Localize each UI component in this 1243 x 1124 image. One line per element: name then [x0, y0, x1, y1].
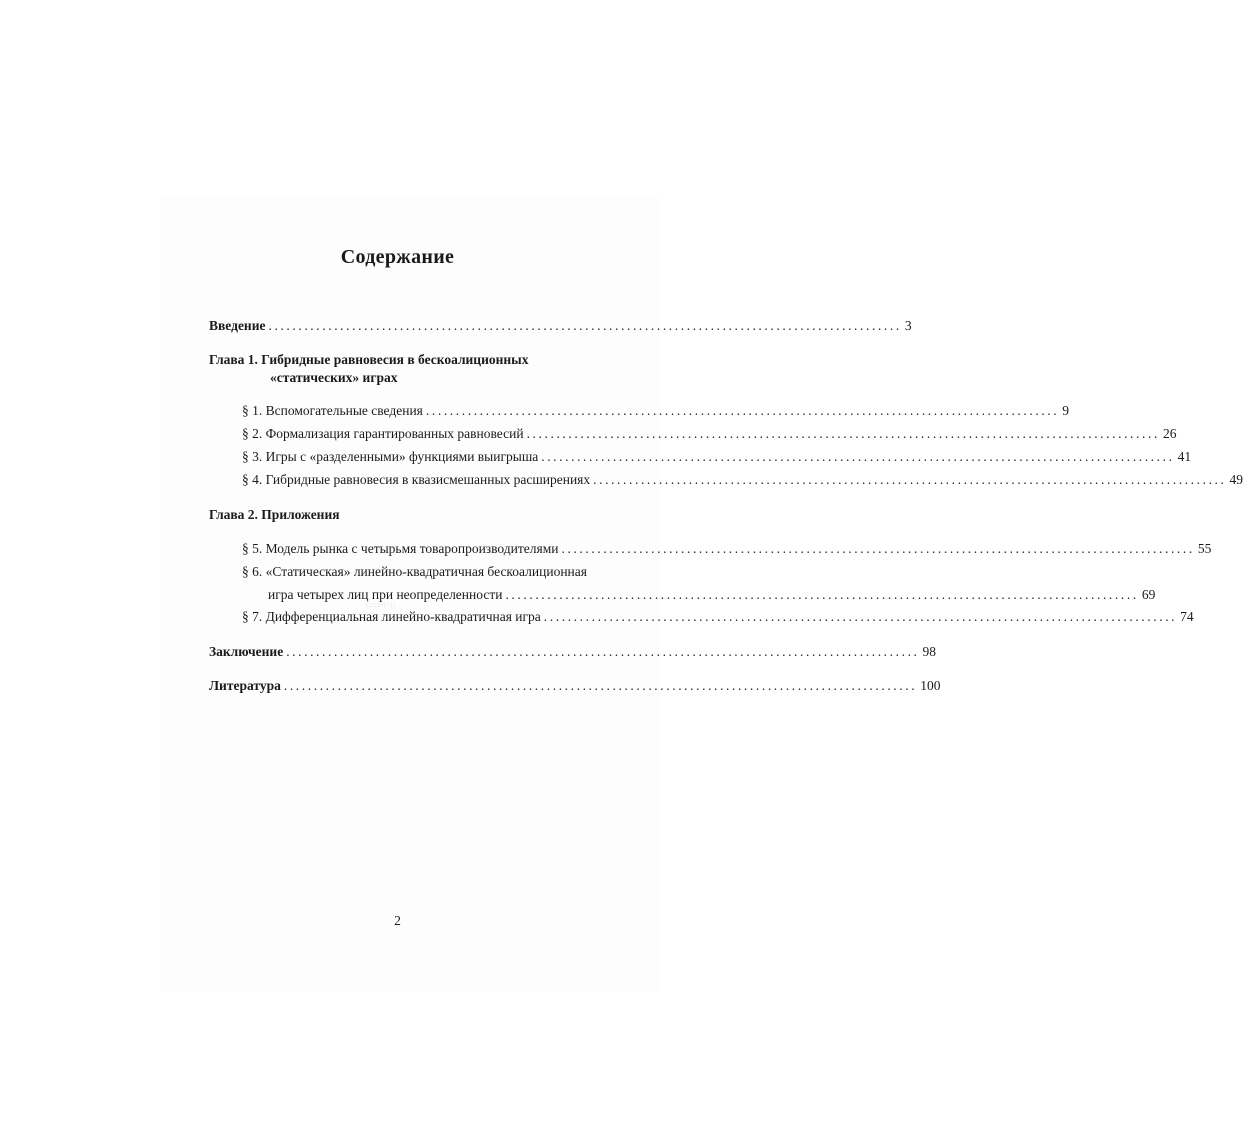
section-title: «Статическая» линейно-квадратичная бескоалиционная	[265, 564, 587, 579]
leader-dots: ..........................................................................................................	[505, 587, 1139, 602]
leader-dots: ..........................................................................................................	[541, 449, 1175, 464]
toc-entry-label	[242, 426, 524, 442]
toc-entry-page: 41	[1177, 449, 1192, 464]
section-title: Игры с «разделенными» функциями выигрыша	[265, 449, 539, 464]
leader-dots: ..........................................................................................................	[593, 472, 1227, 487]
toc-entry-section-1[interactable]	[242, 403, 1069, 419]
toc-entry-label	[242, 403, 423, 419]
leader-dots: ..........................................................................................................	[283, 678, 918, 693]
section-title-cont: игра четырех лиц при неопределенности	[268, 587, 503, 602]
section-number: § 7.	[242, 609, 263, 624]
toc-entry-label	[242, 449, 538, 465]
section-number: § 1.	[242, 403, 263, 418]
leader-dots: ..........................................................................................................	[268, 318, 902, 333]
chapter-2-title[interactable]: Глава 2. Приложения	[209, 507, 340, 522]
section-title: Модель рынка с четырьмя товаропроизводителями	[265, 541, 559, 556]
toc-entry-page: 55	[1197, 541, 1212, 556]
toc-entry-page: 74	[1180, 609, 1194, 624]
toc-entry-literature[interactable]	[209, 678, 941, 694]
section-title: Дифференциальная линейно-квадратичная игра	[265, 609, 541, 624]
section-number: § 3.	[242, 449, 263, 464]
section-number: § 5.	[242, 541, 263, 556]
leader-dots: ..........................................................................................................	[425, 403, 1060, 418]
toc-entry-label	[242, 541, 559, 557]
toc-entry-page: 9	[1062, 403, 1069, 418]
toc-entry-page: 3	[904, 318, 912, 333]
chapter-1-title-cont: «статических» играх	[270, 370, 398, 385]
section-number: § 6.	[242, 564, 263, 579]
leader-dots: ..........................................................................................................	[543, 609, 1178, 624]
toc-entry-section-6-cont[interactable]	[268, 587, 1156, 603]
toc-entry-label	[242, 472, 590, 488]
toc-entry-section-2[interactable]	[242, 426, 1177, 442]
toc-entry-section-7[interactable]	[242, 609, 1194, 625]
section-title: Гибридные равновесия в квазисмешанных расширениях	[265, 472, 591, 487]
page-title: Содержание	[340, 246, 455, 268]
toc-entry-conclusion[interactable]	[209, 644, 937, 660]
toc-entry-section-3[interactable]	[242, 449, 1192, 465]
leader-dots: ..........................................................................................................	[526, 426, 1160, 441]
toc-entry-label: Введение	[209, 318, 266, 333]
toc-entry-page: 69	[1141, 587, 1156, 602]
toc-entry-intro[interactable]	[209, 318, 912, 334]
toc-entry-label: Заключение	[209, 644, 284, 659]
section-number: § 4.	[242, 472, 263, 487]
toc-entry-section-4[interactable]	[242, 472, 1243, 488]
toc-entry-label: Литература	[209, 678, 281, 693]
leader-dots: ..........................................................................................................	[561, 541, 1195, 556]
scan-artifact: :::::·:·::	[366, 601, 397, 609]
toc-entry-page: 49	[1229, 472, 1243, 487]
toc-entry-section-5[interactable]	[242, 541, 1212, 557]
toc-entry-section-6[interactable]	[242, 564, 587, 580]
toc-entry-label	[242, 609, 541, 625]
toc-entry-page: 100	[920, 678, 941, 693]
leader-dots: ..........................................................................................................	[286, 644, 920, 659]
chapter-1-title[interactable]: Глава 1. Гибридные равновесия в бескоалиционных	[209, 352, 529, 367]
page-number: 2	[394, 913, 401, 928]
toc-entry-page: 26	[1162, 426, 1177, 441]
section-title: Формализация гарантированных равновесий	[265, 426, 524, 441]
toc-entry-page: 98	[922, 644, 937, 659]
section-number: § 2.	[242, 426, 263, 441]
section-title: Вспомогательные сведения	[265, 403, 423, 418]
